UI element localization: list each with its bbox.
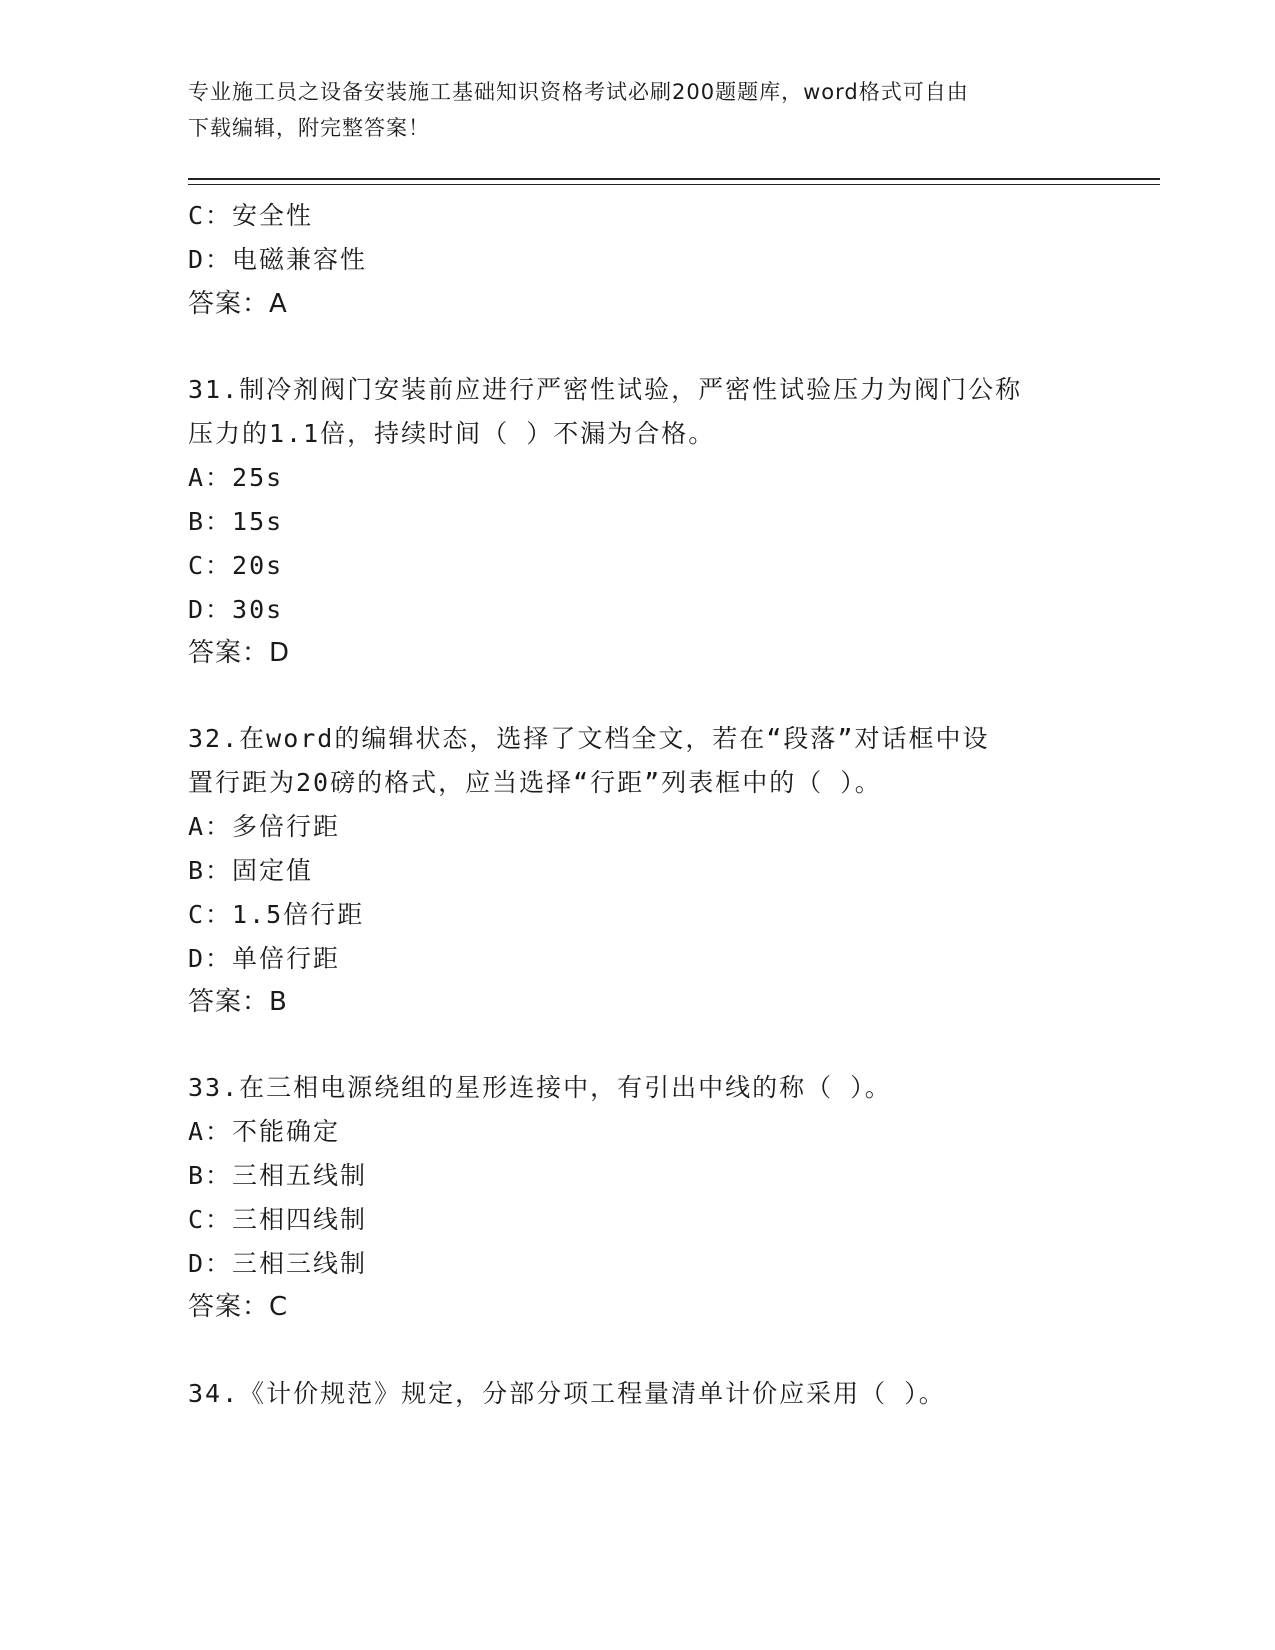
header-rule-thin: [188, 184, 1160, 185]
q31-stem-line-2: 压力的1.1倍，持续时间（ ）不漏为合格。: [188, 419, 716, 448]
q32-stem-line-2: 置行距为20磅的格式，应当选择“行距”列表框中的（ ）。: [188, 768, 882, 797]
q34-stem-line-1: 34.《计价规范》规定，分部分项工程量清单计价应采用（ ）。: [188, 1379, 946, 1408]
q32-stem-line-1: 32.在word的编辑状态，选择了文档全文，若在“段落”对话框中设: [188, 724, 990, 753]
q30-option-d: D：电磁兼容性: [188, 245, 368, 274]
q31-option-d: D：30s: [188, 595, 284, 624]
q33-option-c: C：三相四线制: [188, 1205, 368, 1234]
q33-option-a: A：不能确定: [188, 1117, 341, 1146]
q32-option-b: B：固定值: [188, 856, 314, 885]
q31-option-c: C：20s: [188, 551, 284, 580]
document-header: [188, 74, 1088, 146]
q32-option-c: C：1.5倍行距: [188, 900, 365, 929]
q31-answer: 答案：D: [188, 638, 291, 668]
q30-option-c: C：安全性: [188, 201, 314, 230]
q32-option-a: A：多倍行距: [188, 812, 341, 841]
q32-answer: 答案：B: [188, 987, 288, 1017]
q33-option-d: D：三相三线制: [188, 1249, 368, 1278]
q31-stem-line-1: 31.制冷剂阀门安装前应进行严密性试验，严密性试验压力为阀门公称: [188, 375, 1023, 404]
q30-answer: 答案：A: [188, 289, 288, 319]
q32-option-d: D：单倍行距: [188, 944, 341, 973]
q31-option-b: B：15s: [188, 507, 284, 536]
header-line-1: 专业施工员之设备安装施工基础知识资格考试必刷200题题库，word格式可自由: [188, 80, 969, 104]
q33-stem-line-1: 33.在三相电源绕组的星形连接中，有引出中线的称（ ）。: [188, 1073, 892, 1102]
q33-option-b: B：三相五线制: [188, 1161, 368, 1190]
header-rule-thick: [188, 178, 1160, 180]
q33-answer: 答案：C: [188, 1292, 289, 1322]
header-line-2: 下载编辑，附完整答案！: [188, 116, 430, 140]
q31-option-a: A：25s: [188, 463, 284, 492]
